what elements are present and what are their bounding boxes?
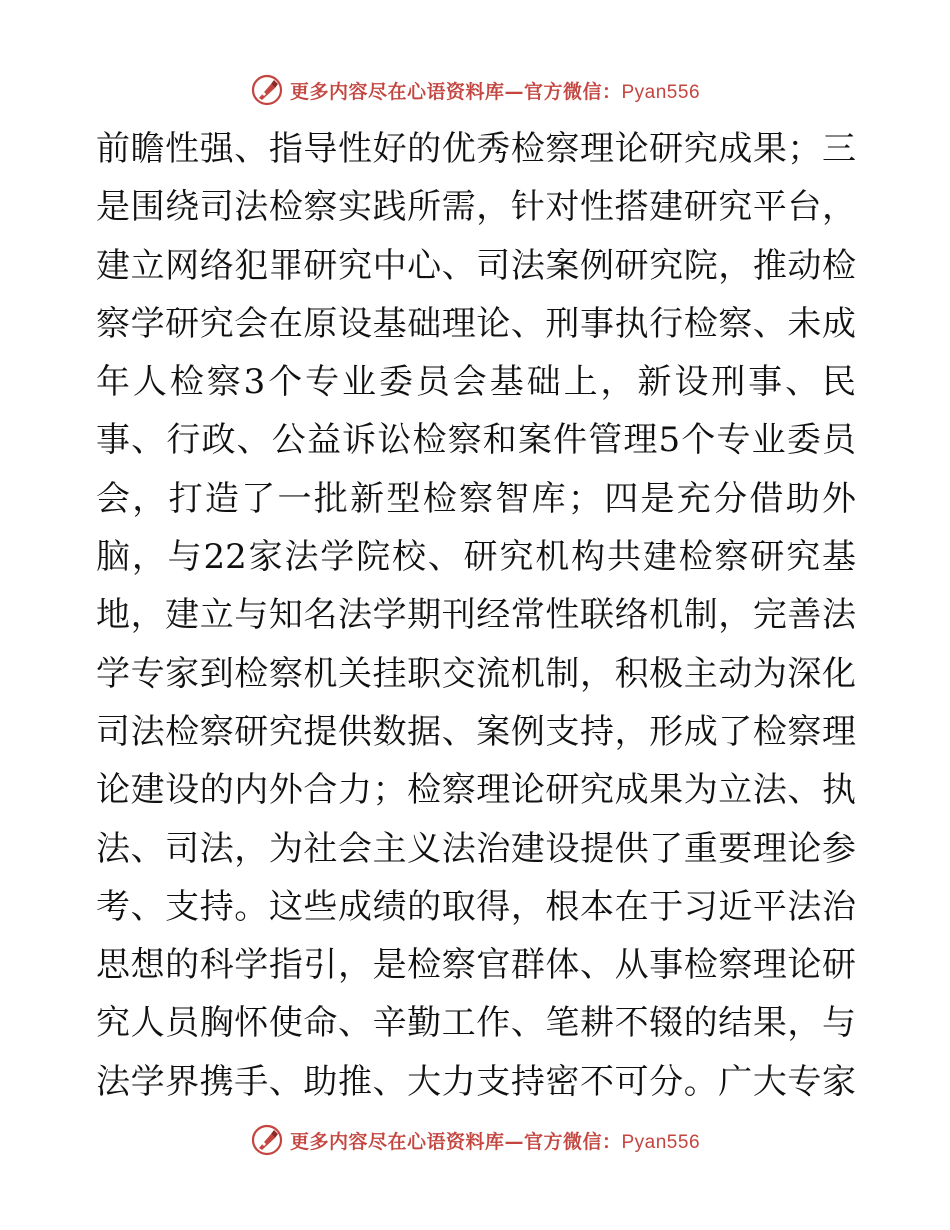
- text-line: 建立网络犯罪研究中心、司法案例研究院，推动检: [96, 245, 856, 286]
- header-banner-text: 更多内容尽在心语资料库—官方微信：Pyan556: [289, 80, 701, 103]
- text-line: 年人检察3个专业委员会基础上，新设刑事、民: [96, 362, 856, 403]
- text-line: 考、支持。这些成绩的取得，根本在于习近平法治: [96, 886, 856, 927]
- text-line: 事、行政、公益诉讼检察和案件管理5个专业委员: [96, 420, 856, 461]
- pen-nib-logo-icon: [250, 1123, 284, 1157]
- text-line: 思想的科学指引，是检察官群体、从事检察理论研: [96, 945, 856, 986]
- text-line: 脑，与22家法学院校、研究机构共建检察研究基: [96, 537, 856, 578]
- text-line: 前瞻性强、指导性好的优秀检察理论研究成果；三: [96, 129, 856, 169]
- wechat-account: Pyan556: [621, 81, 701, 103]
- text-line: 论建设的内外合力；检察理论研究成果为立法、执: [96, 770, 856, 811]
- text-line: 察学研究会在原设基础理论、刑事执行检察、未成: [96, 303, 856, 344]
- text-line: 会，打造了一批新型检察智库；四是充分借助外: [96, 478, 856, 519]
- pen-nib-logo-icon: [250, 73, 284, 107]
- document-body: [96, 120, 856, 1111]
- header-banner: [0, 70, 950, 110]
- wechat-account: Pyan556: [621, 1131, 701, 1153]
- text-line: 司法检察研究提供数据、案例支持，形成了检察理: [96, 711, 856, 752]
- text-line: 地，建立与知名法学期刊经常性联络机制，完善法: [96, 595, 856, 636]
- text-line: 学专家到检察机关挂职交流机制，积极主动为深化: [96, 653, 856, 694]
- text-line: 法学界携手、助推、大力支持密不可分。广大专家: [96, 1061, 856, 1102]
- text-line: 究人员胸怀使命、辛勤工作、笔耕不辍的结果，与: [96, 1003, 856, 1044]
- footer-banner: [0, 1120, 950, 1160]
- text-line: 是围绕司法检察实践所需，针对性搭建研究平台，: [96, 187, 856, 228]
- footer-banner-text: 更多内容尽在心语资料库—官方微信：Pyan556: [289, 1130, 701, 1153]
- text-line: 法、司法，为社会主义法治建设提供了重要理论参: [96, 828, 856, 869]
